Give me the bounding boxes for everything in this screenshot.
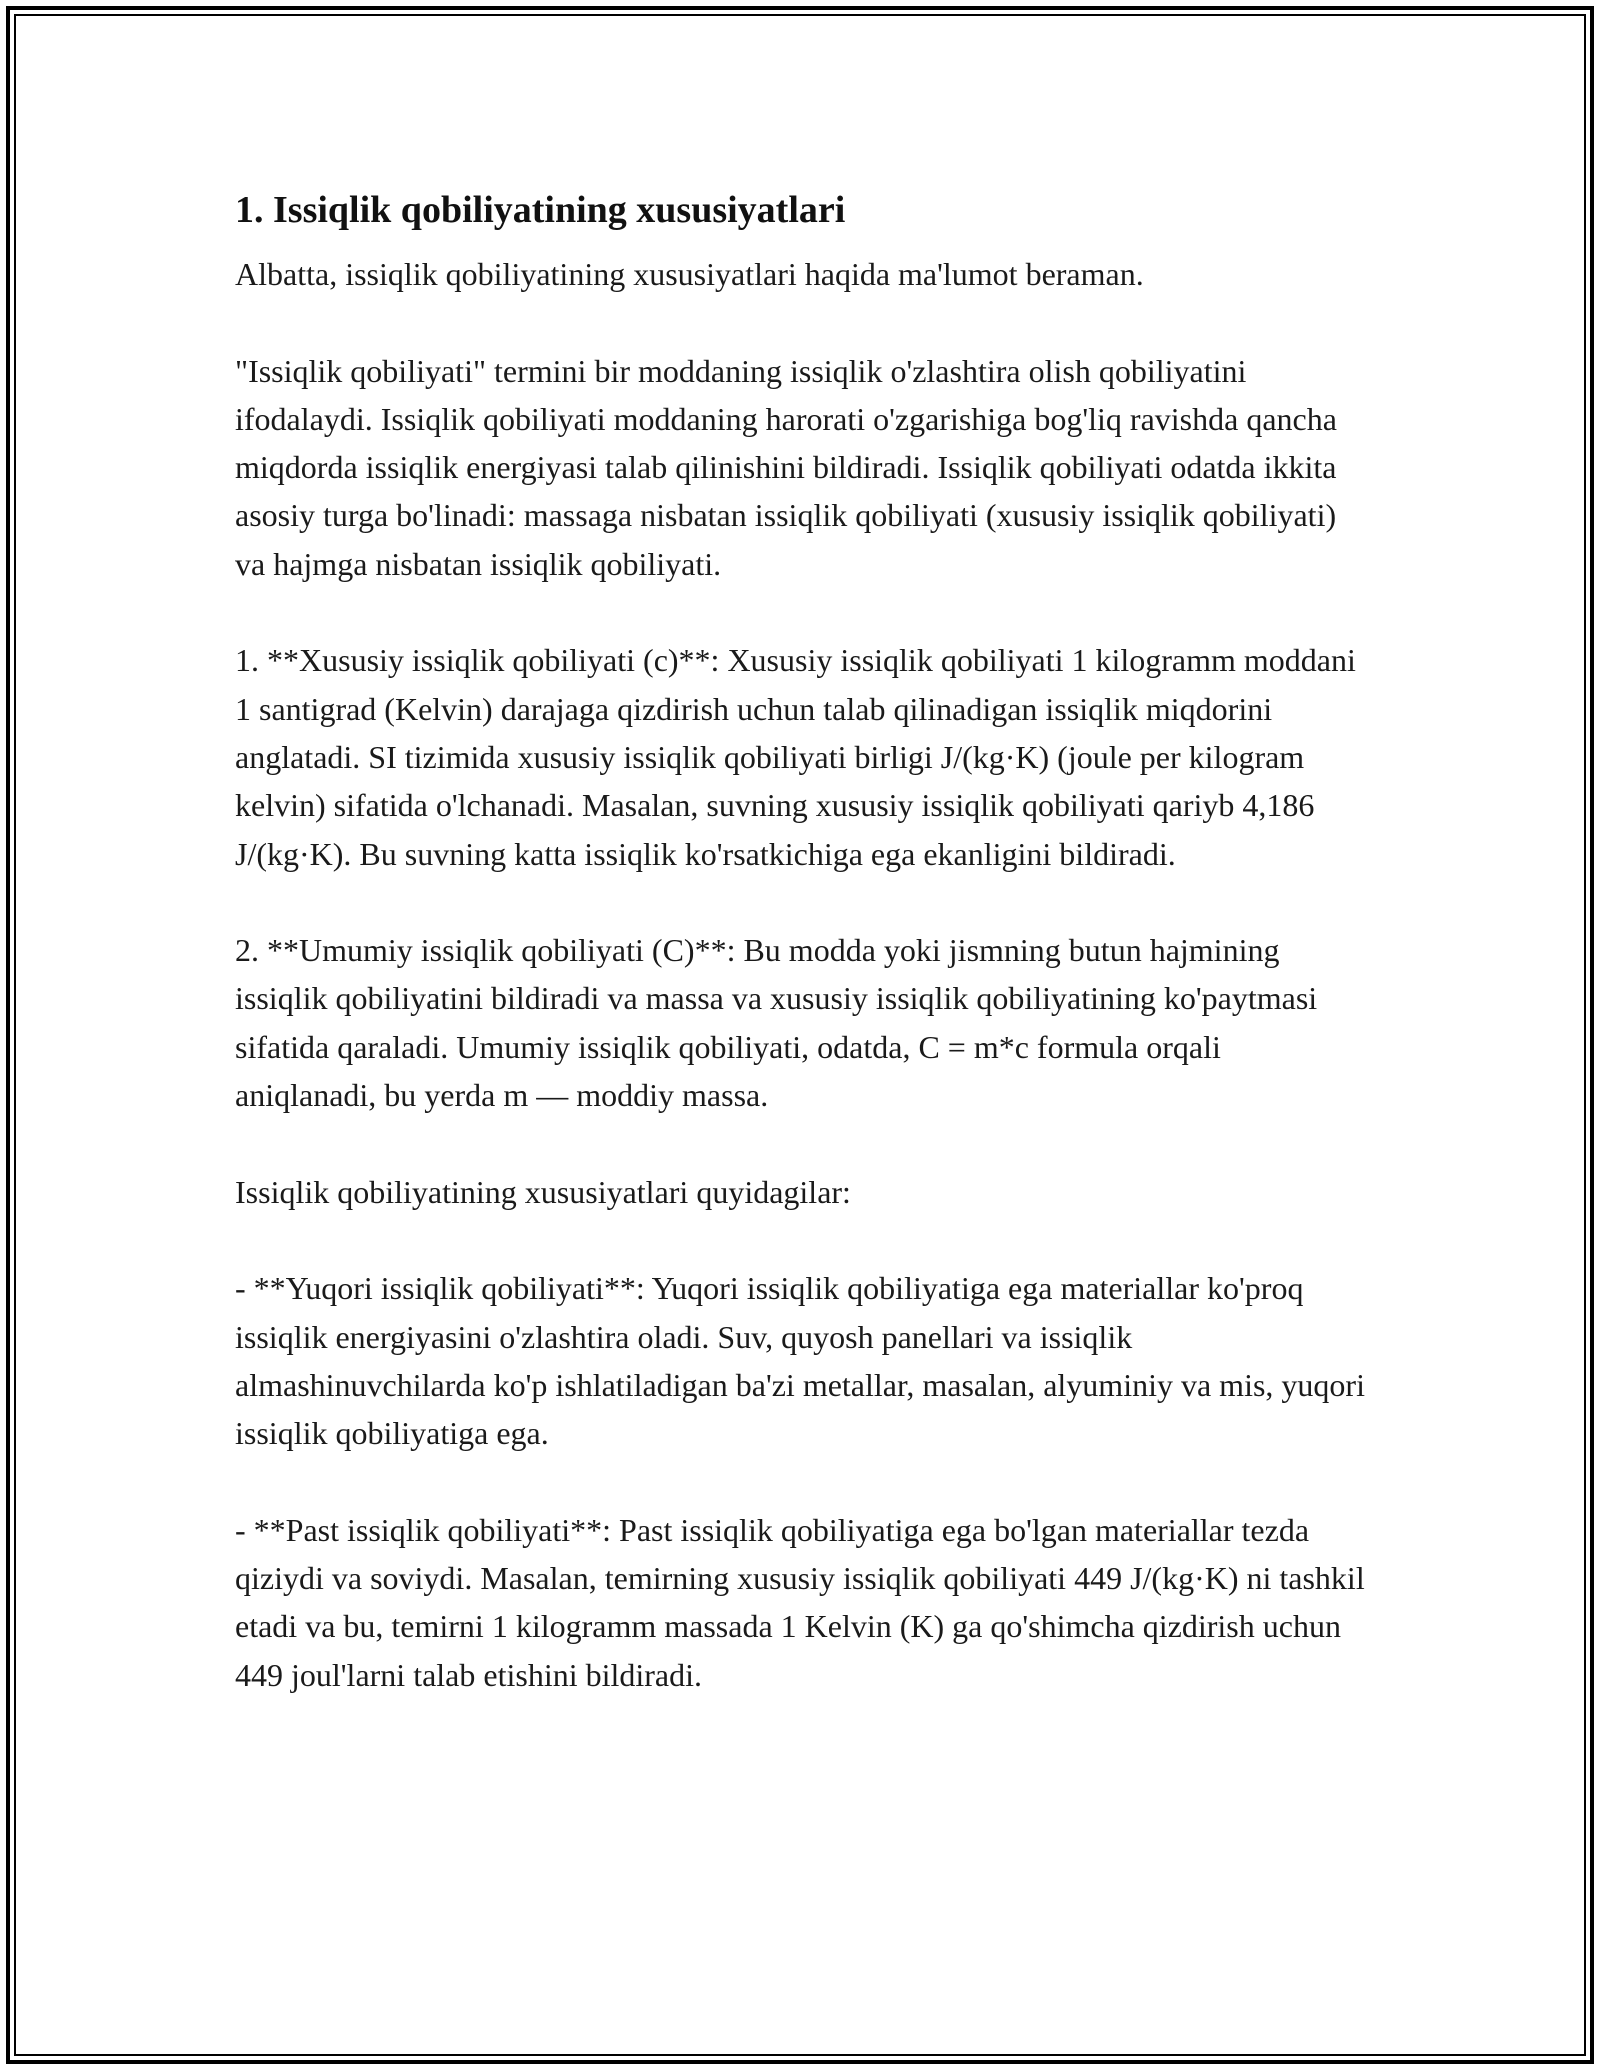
paragraph-properties-heading: Issiqlik qobiliyatining xususiyatlari quyidagilar:	[235, 1173, 851, 1210]
paragraph-high-capacity: - **Yuqori issiqlik qobiliyati**: Yuqori issiqlik qobiliyatiga ega materiallar ko'proq issiqlik energiyasini o'zlashtira oladi. Suv, quyosh panellari va issiqlik almashinuvchilarda ko'p ishlatiladigan ba'zi metallar, masalan, alyuminiy va mis, yuqori issiqlik qobiliyatiga ega.	[235, 1270, 1365, 1452]
paragraph-total-heat: 2. **Umumiy issiqlik qobiliyati (C)**: Bu modda yoki jismning butun hajmining issiqlik qobiliyatini bildiradi va massa va xususiy issiqlik qobiliyatining ko'paytmasi sifatida qaraladi. Umumiy issiqlik qobiliyati, odatda, C = m*c formula orqali aniqlanadi, bu yerda m — moddiy massa.	[235, 932, 1318, 1114]
paragraph-intro: Albatta, issiqlik qobiliyatining xususiyatlari haqida ma'lumot beraman.	[235, 256, 1144, 292]
paragraph-definition: "Issiqlik qobiliyati" termini bir moddaning issiqlik o'zlashtira olish qobiliyatini ifodalaydi. Issiqlik qobiliyati moddaning harorati o'zgarishiga bog'liq ravishda qancha miqdorda issiqlik energiyasi talab qilinishini bildiradi. Issiqlik qobiliyati odatda ikkita asosiy turga bo'linadi: massaga nisbatan issiqlik qobiliyati (xususiy issiqlik qobiliyati) va hajmga nisbatan issiqlik qobiliyati.	[235, 352, 1337, 582]
paragraph-specific-heat: 1. **Xususiy issiqlik qobiliyati (c)**: Xususiy issiqlik qobiliyati 1 kilogramm moddani 1 santigrad (Kelvin) darajaga qizdirish uchun talab qilinadigan issiqlik miqdorini anglatadi. SI tizimida xususiy issiqlik qobiliyati birligi J/(kg·K) (joule per kilogram kelvin) sifatida o'lchanadi. Masalan, suvning xususiy issiqlik qobiliyati qariyb 4,186 J/(kg·K). Bu suvning katta issiqlik ko'rsatkichiga ega ekanligini bildiradi.	[235, 642, 1356, 872]
document-title: 1. Issiqlik qobiliyatining xususiyatlari	[235, 189, 846, 231]
paragraph-low-capacity: - **Past issiqlik qobiliyati**: Past issiqlik qobiliyatiga ega bo'lgan materiallar tezda qiziydi va soviydi. Masalan, temirning xususiy issiqlik qobiliyati 449 J/(kg·K) ni tashkil etadi va bu, temirni 1 kilogramm massada 1 Kelvin (K) ga qo'shimcha qizdirish uchun 449 joul'larni talab etishini bildiradi.	[235, 1511, 1365, 1693]
document-body	[235, 186, 1365, 1699]
